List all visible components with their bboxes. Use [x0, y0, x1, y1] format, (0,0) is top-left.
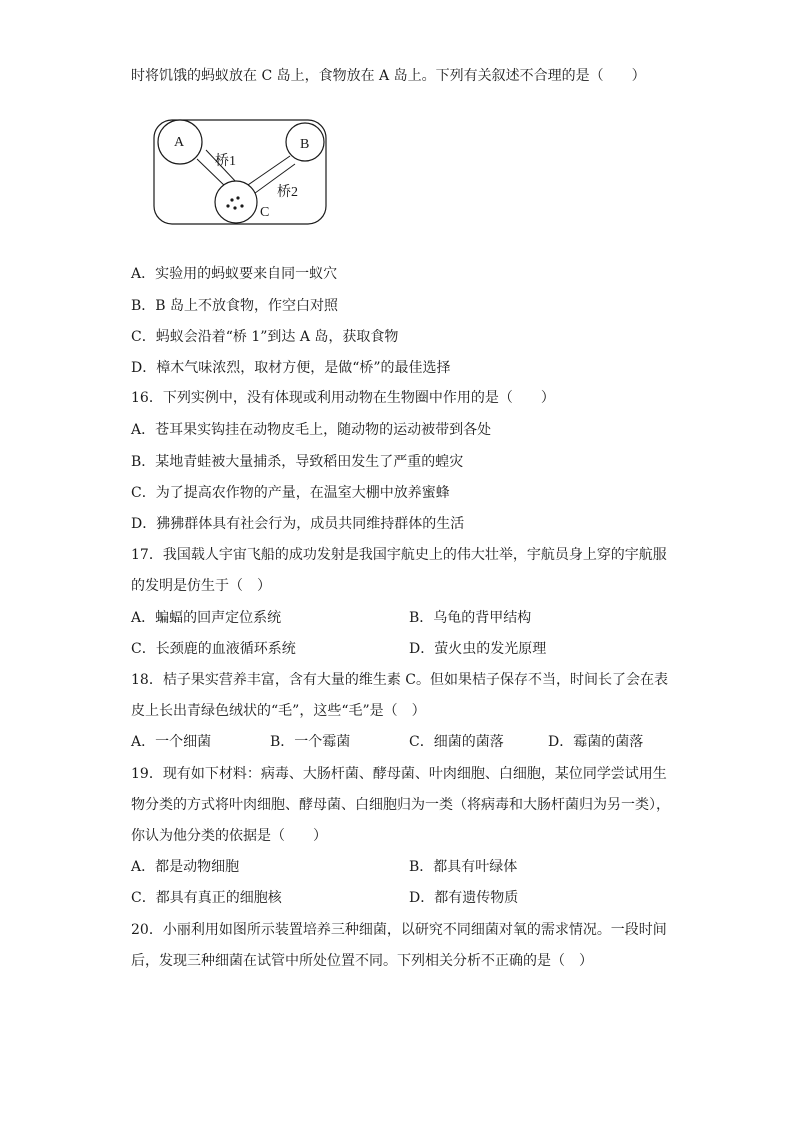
q17-option-d: D．萤火虫的发光原理 — [409, 641, 547, 657]
q18-stem-cont: 皮上长出青绿色绒状的“毛”，这些“毛”是（ ） — [131, 703, 426, 719]
q18-option-c: C．细菌的菌落 — [409, 734, 504, 750]
ant-dot — [226, 204, 229, 207]
q19-stem: 19．现有如下材料：病毒、大肠杆菌、酵母菌、叶肉细胞、白细胞，某位同学尝试用生 — [131, 766, 667, 782]
q20-stem-cont: 后，发现三种细菌在试管中所处位置不同。下列相关分析不正确的是（ ） — [131, 953, 593, 969]
q18-option-b: B．一个霉菌 — [270, 734, 351, 750]
q15-option-d: D．樟木气味浓烈，取材方便，是做“桥”的最佳选择 — [131, 360, 451, 376]
ant-dot — [240, 204, 243, 207]
q18-stem: 18．桔子果实营养丰富，含有大量的维生素 C。但如果桔子保存不当，时间长了会在表 — [131, 672, 668, 688]
q17-stem: 17．我国载人宇宙飞船的成功发射是我国宇航史上的伟大壮举，宇航员身上穿的宇航服 — [131, 547, 667, 563]
q15-stem-continuation: 时将饥饿的蚂蚁放在 C 岛上，食物放在 A 岛上。下列有关叙述不合理的是（ ） — [131, 68, 646, 84]
q18-option-d: D．霉菌的菌落 — [548, 734, 644, 750]
bridge1-label: 桥1 — [215, 154, 236, 169]
q20-stem: 20．小丽利用如图所示装置培养三种细菌，以研究不同细菌对氧的需求情况。一段时间 — [131, 922, 667, 938]
q15-option-c: C．蚂蚁会沿着“桥 1”到达 A 岛，获取食物 — [131, 329, 399, 345]
q16-option-b: B．某地青蛙被大量捕杀，导致稻田发生了严重的蝗灾 — [131, 454, 464, 470]
q16-stem: 16．下列实例中，没有体现或利用动物在生物圈中作用的是（ ） — [131, 390, 555, 406]
island-a-label: A — [174, 135, 185, 150]
q16-option-d: D．狒狒群体具有社会行为，成员共同维持群体的生活 — [131, 516, 465, 532]
q16-option-a: A．苍耳果实钩挂在动物皮毛上，随动物的运动被带到各处 — [131, 422, 492, 438]
ant-dot — [233, 206, 236, 209]
q15-option-a: A．实验用的蚂蚁要来自同一蚁穴 — [131, 266, 338, 282]
q17-option-b: B．乌龟的背甲结构 — [409, 610, 532, 626]
q17-option-a: A．蝙蝠的回声定位系统 — [131, 610, 282, 626]
island-c — [215, 181, 257, 223]
ant-island-diagram — [152, 118, 328, 226]
q16-option-c: C．为了提高农作物的产量，在温室大棚中放养蜜蜂 — [131, 485, 450, 501]
bridge2-edge-a — [245, 156, 290, 187]
q17-stem-cont: 的发明是仿生于（ ） — [131, 578, 271, 594]
q19-option-c: C．都具有真正的细胞核 — [131, 890, 282, 906]
ant-dot — [230, 198, 233, 201]
island-c-label: C — [260, 205, 270, 220]
q15-option-b: B．B 岛上不放食物，作空白对照 — [131, 298, 339, 314]
q19-option-d: D．都有遗传物质 — [409, 890, 519, 906]
q19-option-a: A．都是动物细胞 — [131, 859, 240, 875]
island-b-label: B — [300, 137, 310, 152]
q19-stem-cont: 物分类的方式将叶肉细胞、酵母菌、白细胞归为一类（将病毒和大肠杆菌归为另一类）， — [131, 797, 670, 813]
bridge2-label: 桥2 — [277, 185, 298, 200]
ant-dot — [236, 196, 239, 199]
q18-option-a: A．一个细菌 — [131, 734, 212, 750]
q19-stem-cont: 你认为他分类的依据是（ ） — [131, 828, 327, 844]
q17-option-c: C．长颈鹿的血液循环系统 — [131, 641, 296, 657]
q19-option-b: B．都具有叶绿体 — [409, 859, 518, 875]
